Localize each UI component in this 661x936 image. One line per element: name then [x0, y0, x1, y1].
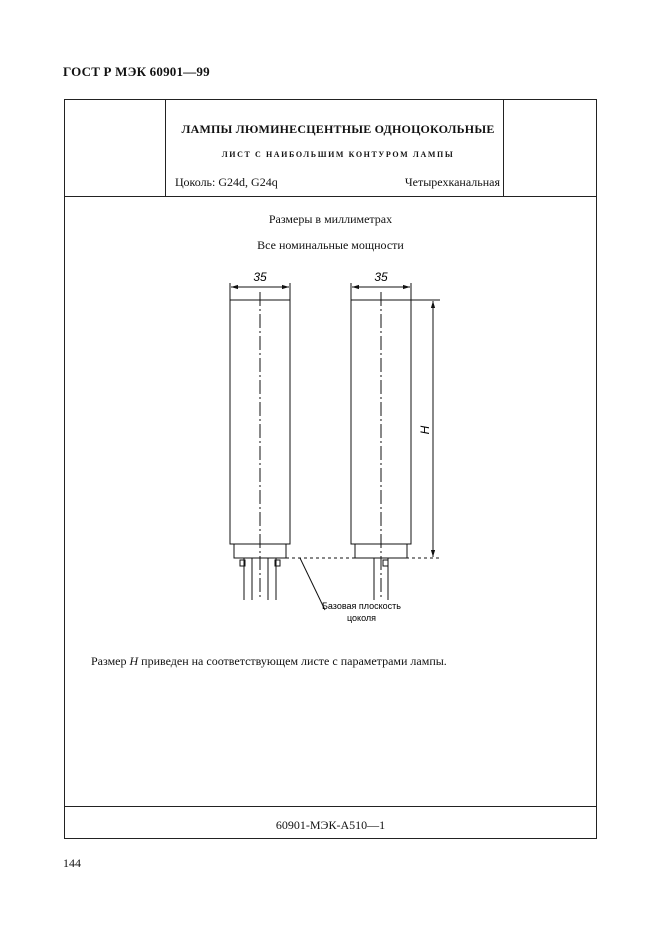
base-plane-label-line2: цоколя: [347, 613, 377, 623]
h-note-suffix: приведен на соответствующем листе с параметрами лампы.: [138, 654, 447, 668]
h-note-prefix: Размер: [91, 654, 130, 668]
height-dimension-label: H: [418, 425, 432, 435]
lamp-right-outline: [351, 283, 411, 600]
base-type-label: Цоколь: G24d, G24q: [175, 175, 278, 189]
page-number: 144: [63, 856, 81, 870]
power-note: Все номинальные мощности: [257, 238, 404, 252]
units-note: Размеры в миллиметрах: [268, 212, 393, 226]
base-plane-label-line1: Базовая плоскость: [322, 601, 401, 611]
lamp-left-outline: [230, 283, 290, 600]
h-note-symbol: H: [129, 654, 139, 668]
sheet-title: ЛАМПЫ ЛЮМИНЕСЦЕНТНЫЕ ОДНОЦОКОЛЬНЫЕ: [181, 122, 495, 136]
right-width-dimension: 35: [374, 270, 388, 284]
channel-type-label: Четырехканальная: [404, 175, 500, 189]
sheet-code: 60901-МЭК-А510—1: [275, 818, 386, 832]
sheet-subtitle: ЛИСТ С НАИБОЛЬШИМ КОНТУРОМ ЛАМПЫ: [221, 150, 455, 159]
standard-code: ГОСТ Р МЭК 60901—99: [63, 64, 210, 79]
left-width-dimension: 35: [253, 270, 267, 284]
